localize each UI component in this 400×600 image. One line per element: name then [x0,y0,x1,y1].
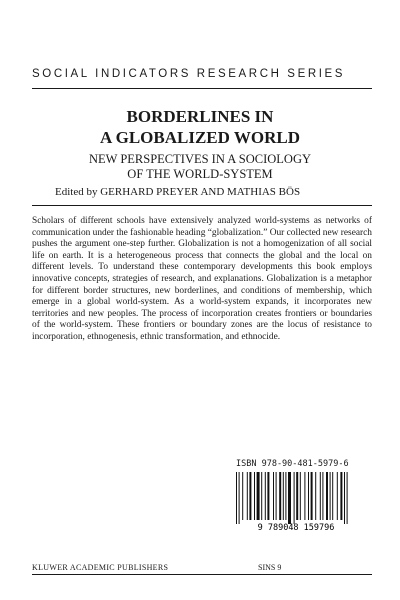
barcode-bar [304,472,305,520]
barcode-digits: 9 789048 159796 [257,523,335,532]
book-title [0,106,400,148]
top-rule [32,88,372,89]
barcode-bar [300,472,301,520]
isbn-label: ISBN 978-90-481-5979-6 [236,459,349,469]
barcode-bar [239,472,240,524]
editors-line: Edited by GERHARD PREYER AND MATHIAS BÖS [55,186,301,198]
barcode-bar [279,472,281,520]
barcode-bar [308,472,309,520]
barcode-bar [344,472,345,524]
barcode-bar [249,472,251,520]
series-number: SINS 9 [258,563,282,572]
barcode-bar [285,472,286,520]
barcode-bar [283,472,284,520]
subtitle-line-2: OF THE WORLD-SYSTEM [127,167,273,181]
back-cover-blurb: Scholars of different schools have extensively analyzed world-systems as networks of communication under the fashionable heading “globalization.” Our collected new research pushes the argument one-step further. Globalization is not a homogenization of all social life on earth. It is a heterogeneous process that connects the global and the local on different levels. To understand these contemporary developments this book employs innovative concepts, strategies of research, and explanations. Globalization is a metaphor for different border structures, new borderlines, and conditions of membership, which emerge in a global world-system. As a world-system expands, it incorporates new territories and new peoples. The process of incorporation creates frontiers or boundaries of the world-system. These frontiers or boundary zones are the locus of resistance to incorporation, ethnogenesis, ethnic transformation, and ethnocide. [32,216,372,342]
barcode-bar [236,472,237,524]
barcode-graphic [226,472,366,532]
bottom-rule [32,574,372,575]
barcode-bar [326,472,328,520]
barcode-bar [296,472,298,520]
title-line-1: BORDERLINES IN [126,107,274,126]
barcode-bar [242,472,243,520]
barcode-bar [347,472,348,524]
barcode-bar [276,472,277,520]
book-subtitle [0,152,400,182]
barcode-bar [247,472,248,520]
publisher-name: KLUWER ACADEMIC PUBLISHERS [32,563,169,572]
barcode-bar [294,472,295,524]
barcode [226,472,366,532]
middle-rule [32,205,372,206]
barcode-bar [315,472,316,520]
barcode-bar [257,472,260,520]
subtitle-line-1: NEW PERSPECTIVES IN A SOCIOLOGY [88,152,311,166]
barcode-bar [273,472,274,520]
barcode-bar [254,472,255,520]
barcode-bar [340,472,342,520]
barcode-bar [311,472,313,520]
barcode-bar [330,472,331,520]
barcode-bar [288,472,291,524]
barcode-bar [332,472,333,520]
barcode-bar [267,472,269,520]
barcode-bar [337,472,338,520]
series-title: SOCIAL INDICATORS RESEARCH SERIES [32,68,346,80]
title-line-2: A GLOBALIZED WORLD [100,128,300,147]
barcode-bar [320,472,321,520]
barcode-bar [322,472,323,520]
barcode-bar [261,472,262,520]
barcode-bar [265,472,266,520]
